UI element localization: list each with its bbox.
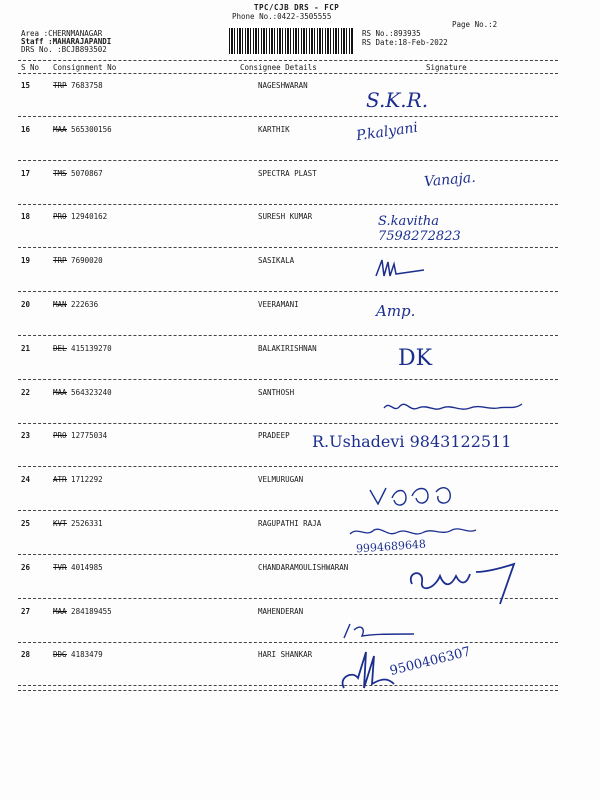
- row-divider: [18, 685, 558, 686]
- row-consignee-name: HARI SHANKAR: [258, 650, 313, 660]
- row-consignee-name: SPECTRA PLAST: [258, 168, 317, 178]
- row-consignment-number: MAA 284189455: [53, 606, 112, 616]
- row-consignee-name: SANTHOSH: [258, 387, 295, 397]
- row-consignment-number: KVT 2526331: [53, 519, 103, 528]
- rs-number: RS No.:893935: [362, 29, 421, 38]
- table-row: [0, 256, 600, 296]
- row-consignment-number: MAA 564323240: [53, 387, 112, 397]
- signature-27-scribble: [340, 622, 420, 642]
- row-divider: [18, 160, 558, 161]
- row-consignee-name: PRADEEP: [258, 431, 290, 441]
- row-serial-number: 17: [21, 168, 31, 178]
- row-consignee-name: SURESH KUMAR: [258, 212, 313, 222]
- row-consignment-number: TMS 5070867: [53, 168, 103, 178]
- header-bottom-divider: [18, 73, 558, 74]
- row-consignee-name: MAHENDERAN: [258, 606, 304, 616]
- row-consignment-number: TVR 4014985: [53, 562, 103, 572]
- row-consignment-number: TRP 7690020: [53, 256, 103, 266]
- signature-25-phone: 9994689648: [355, 537, 427, 556]
- signature-16: P.kalyani: [355, 119, 419, 145]
- table-row: [0, 344, 600, 384]
- signature-15: S.K.R.: [366, 88, 429, 112]
- row-divider: [18, 466, 558, 467]
- row-divider: [18, 642, 558, 643]
- signature-28-scribble: [338, 648, 398, 694]
- signature-22-scribble: [380, 396, 530, 418]
- table-row: [0, 300, 600, 340]
- signature-19-scribble: [374, 256, 434, 280]
- barcode-image: [229, 28, 353, 54]
- row-consignee-name: SASIKALA: [258, 256, 295, 266]
- sheet-title: TPC/CJB DRS - FCP: [254, 3, 340, 12]
- table-row: [0, 81, 600, 121]
- row-serial-number: 21: [21, 343, 31, 353]
- row-divider: [18, 554, 558, 555]
- row-consignment-number: MAA 565300156: [53, 124, 112, 134]
- table-row: [0, 607, 600, 647]
- row-serial-number: 23: [21, 431, 31, 441]
- page-number: Page No.:2: [452, 20, 498, 29]
- row-divider: [18, 379, 558, 380]
- column-header-consignee: Consignee Details: [240, 63, 317, 72]
- signature-28-phone: 9500406307: [388, 644, 473, 679]
- rs-date: RS Date:18-Feb-2022: [362, 38, 448, 47]
- column-header-sno: S No: [21, 63, 40, 72]
- signature-17: Vanaja.: [423, 169, 477, 191]
- row-consignee-name: KARTHIK: [258, 124, 290, 134]
- row-divider: [18, 423, 558, 424]
- row-divider: [18, 335, 558, 336]
- row-serial-number: 28: [21, 650, 31, 660]
- row-serial-number: 19: [21, 256, 31, 266]
- table-row: [0, 519, 600, 559]
- row-consignee-name: BALAKIRISHNAN: [258, 343, 317, 353]
- row-consignment-number: PRO 12775034: [53, 431, 108, 441]
- row-serial-number: 16: [21, 124, 31, 134]
- table-row: [0, 650, 600, 690]
- column-header-signature: Signature: [426, 63, 467, 72]
- row-serial-number: 24: [21, 475, 31, 485]
- signature-18: S.kavitha 7598272823: [378, 214, 461, 244]
- row-divider: [18, 116, 558, 117]
- row-serial-number: 20: [21, 300, 31, 309]
- row-consignment-number: DDG 4183479: [53, 650, 103, 660]
- drs-number: DRS No. :BCJB893502: [21, 45, 107, 54]
- row-consignee-name: CHANDARAMOULISHWARAN: [258, 562, 349, 572]
- footer-divider: [18, 690, 558, 691]
- signature-20: Amp.: [376, 302, 416, 320]
- column-header-consignment: Consignment No: [53, 63, 117, 72]
- table-row: [0, 475, 600, 515]
- signature-23: R.Ushadevi 9843122511: [312, 432, 512, 451]
- row-divider: [18, 204, 558, 205]
- area-label: Area :CHERNMANAGAR: [21, 29, 103, 38]
- row-consignment-number: DEL 415139270: [53, 343, 112, 353]
- row-consignment-number: MAN 222636: [53, 300, 99, 309]
- row-consignment-number: TRP 7683758: [53, 81, 103, 90]
- row-serial-number: 22: [21, 387, 31, 397]
- table-row: [0, 125, 600, 165]
- row-serial-number: 15: [21, 81, 31, 90]
- row-divider: [18, 510, 558, 511]
- row-consignee-name: RAGUPATHI RAJA: [258, 519, 322, 528]
- row-consignee-name: VELMURUGAN: [258, 475, 304, 485]
- staff-label: Staff :MAHARAJAPANDI: [21, 37, 112, 46]
- signature-26-scribble: [406, 562, 526, 606]
- row-divider: [18, 291, 558, 292]
- row-serial-number: 26: [21, 562, 31, 572]
- row-consignee-name: VEERAMANI: [258, 300, 299, 309]
- table-row: [0, 169, 600, 209]
- row-serial-number: 27: [21, 606, 31, 616]
- row-consignment-number: PRO 12940162: [53, 212, 108, 222]
- row-consignment-number: ATR 1712292: [53, 475, 103, 485]
- signature-21: DK: [398, 346, 433, 371]
- signature-24-scribble: [366, 482, 466, 512]
- row-serial-number: 18: [21, 212, 31, 222]
- header-top-divider: [18, 60, 558, 61]
- row-consignee-name: NAGESHWARAN: [258, 81, 308, 90]
- row-divider: [18, 247, 558, 248]
- phone-number: Phone No.:0422-3505555: [232, 12, 332, 21]
- row-serial-number: 25: [21, 519, 31, 528]
